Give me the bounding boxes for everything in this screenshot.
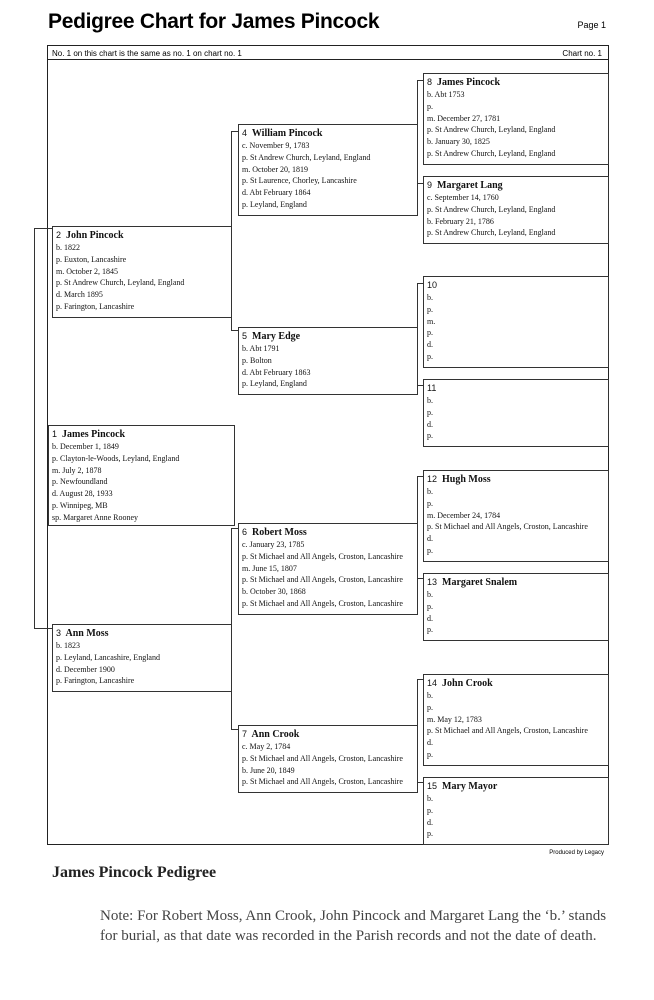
person-name: Hugh Moss [442,474,491,485]
page-number: Page 1 [577,20,606,30]
person-13-card: 13 Margaret Snalem b. p. d. p. [423,573,609,641]
page-title: Pedigree Chart for James Pincock [48,10,380,33]
person-2-card: 2 John Pincock b. 1822 p. Euxton, Lancashire m. October 2, 1845 p. St Andrew Church, Leyland, England d. March 1895 p. Farington, Lancashire [52,226,232,318]
produced-by-label: Produced by Legacy [549,850,604,856]
person-3-card: 3 Ann Moss b. 1823 p. Leyland, Lancashire, England d. December 1900 p. Farington, Lancashire [52,624,232,692]
person-name: John Crook [442,678,493,689]
person-name: John Pincock [66,230,124,241]
person-4-card: 4 William Pincock c. November 9, 1783 p. St Andrew Church, Leyland, England m. October 20, 1819 p. St Laurence, Chorley, Lancashire d. Abt February 1864 p. Leyland, England [238,124,418,216]
figure-caption: James Pincock Pedigree [52,864,217,881]
person-name: Mary Mayor [442,781,498,792]
header-divider [47,59,609,60]
person-name: Margaret Snalem [442,577,518,588]
person-9-card: 9 Margaret Lang c. September 14, 1760 p. St Andrew Church, Leyland, England b. February 21, 1786 p. St Andrew Church, Leyland, England [423,176,609,244]
person-1-card: 1 James Pincock b. December 1, 1849 p. Clayton-le-Woods, Leyland, England m. July 2, 1878 p. Newfoundland d. August 28, 1933 p. Winnipeg, MB sp. Margaret Anne Rooney [48,425,235,526]
person-name: Ann Crook [251,729,300,740]
person-name: Ann Moss [65,628,109,639]
person-name: Margaret Lang [437,180,503,191]
person-name: James Pincock [62,429,126,440]
chart-reference-note: No. 1 on this chart is the same as no. 1 on chart no. 1 [52,49,242,58]
explanatory-note: Note: For Robert Moss, Ann Crook, John Pincock and Margaret Lang the ‘b.’ stands for burial, as that date was recorded in the Parish records and not the date of death. [100,908,607,944]
person-5-card: 5 Mary Edge b. Abt 1791 p. Bolton d. Abt February 1863 p. Leyland, England [238,327,418,395]
person-12-card: 12 Hugh Moss b. p. m. December 24, 1784 p. St Michael and All Angels, Croston, Lancashire d. p. [423,470,609,562]
person-14-card: 14 John Crook b. p. m. May 12, 1783 p. St Michael and All Angels, Croston, Lancashire d. p. [423,674,609,766]
person-name: Robert Moss [252,527,307,538]
person-15-card: 15 Mary Mayor b. p. d. p. [423,777,609,845]
chart-number: Chart no. 1 [562,49,602,58]
person-6-card: 6 Robert Moss c. January 23, 1785 p. St Michael and All Angels, Croston, Lancashire m. June 15, 1807 p. St Michael and All Angels, Croston, Lancashire b. October 30, 1868 p. St Michael and All Angels, Croston, Lancashire [238,523,418,615]
person-name: William Pincock [251,128,323,139]
person-8-card: 8 James Pincock b. Abt 1753 p. m. December 27, 1781 p. St Andrew Church, Leyland, England b. January 30, 1825 p. St Andrew Church, Leyland, England [423,73,609,165]
person-7-card: 7 Ann Crook c. May 2, 1784 p. St Michael and All Angels, Croston, Lancashire b. June 20, 1849 p. St Michael and All Angels, Croston, Lancashire [238,725,418,793]
person-name: James Pincock [437,77,501,88]
person-11-card: 11 b. p. d. p. [423,379,609,447]
person-10-card: 10 b. p. m. p. d. p. [423,276,609,368]
person-name: Mary Edge [252,331,301,342]
